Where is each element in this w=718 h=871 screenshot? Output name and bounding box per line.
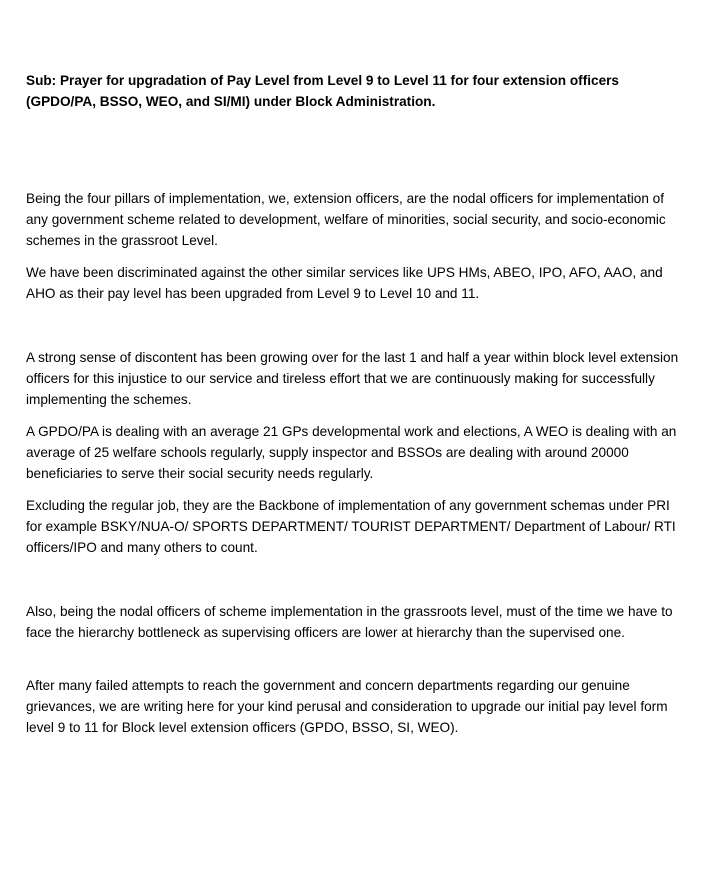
paragraph-discrimination: We have been discriminated against the other similar services like UPS HMs, ABEO, IPO, AFO, AAO, and AHO as their pay level has been upgraded from Level 9 to Level 10 and 11. — [26, 265, 663, 301]
paragraph-discontent: A strong sense of discontent has been growing over for the last 1 and half a year within block level extension officers for this injustice to our service and tireless effort that we are continuously making for successfully implementing the schemes. — [26, 350, 679, 407]
paragraph-hierarchy: Also, being the nodal officers of scheme implementation in the grassroots level, must of the time we have to face the hierarchy bottleneck as supervising officers are lower at hierarchy than the supervised one. — [26, 604, 673, 640]
paragraph-workload: A GPDO/PA is dealing with an average 21 GPs developmental work and elections, A WEO is dealing with an average of 25 welfare schools regularly, supply inspector and BSSOs are dealing with around 20000 beneficiaries to serve their social security needs regularly. — [26, 424, 677, 481]
paragraph-request: After many failed attempts to reach the government and concern departments regarding our genuine grievances, we are writing here for your kind perusal and consideration to upgrade our initial pay level form level 9 to 11 for Block level extension officers (GPDO, BSSO, SI, WEO). — [26, 678, 668, 735]
paragraph-backbone: Excluding the regular job, they are the Backbone of implementation of any government schemas under PRI for example BSKY/NUA-O/ SPORTS DEPARTMENT/ TOURIST DEPARTMENT/ Department of Labour/ RTI officers/IPO and many others to count. — [26, 498, 676, 555]
paragraph-pillars: Being the four pillars of implementation, we, extension officers, are the nodal officers for implementation of any government scheme related to development, welfare of minorities, social security, and socio-economic schemes in the grassroot Level. — [26, 191, 666, 248]
subject-line: Sub: Prayer for upgradation of Pay Level from Level 9 to Level 11 for four extension officers (GPDO/PA, BSSO, WEO, and SI/MI) under Block Administration. — [26, 73, 619, 109]
